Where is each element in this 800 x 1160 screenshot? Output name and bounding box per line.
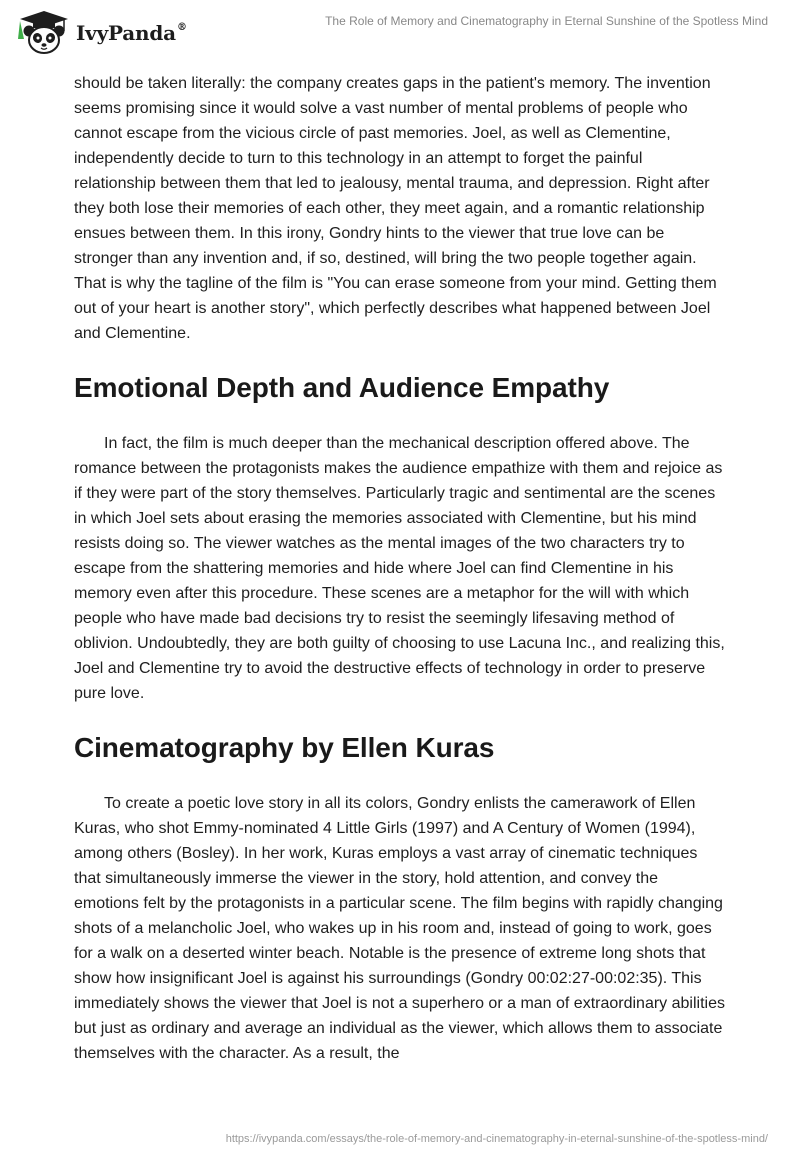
intro-paragraph: should be taken literally: the company creates gaps in the patient's memory. The invention seems promising since it would solve a vast number of mental problems of people who cannot escape from the vicious circle of past memories. Joel, as well as Clementine, independently decide to turn to this technology in an attempt to forget the painful relationship between them that led to jealousy, mental trauma, and depression. Right after they both lose their memories of each other, they meet again, and a romantic relationship ensues between them. In this irony, Gondry hints to the viewer that true love can be stronger than any invention and, if so, destined, will bring the two people together again. That is why the tagline of the film is "You can erase someone from your mind. Getting them out of your heart is another story", which perfectly describes what happened between Joel and Clementine. (74, 75, 717, 342)
section-heading-emotional-depth: Emotional Depth and Audience Empathy (74, 372, 610, 403)
page-header (0, 0, 800, 62)
ivypanda-logo[interactable] (16, 9, 196, 55)
section-paragraph-emotional-depth: In fact, the film is much deeper than the mechanical description offered above. The romance between the protagonists makes the audience empathize with them and rejoice as if they were part of the story themselves. Particularly tragic and sentimental are the scenes in which Joel sets about erasing the memories associated with Clementine, but his mind resists doing so. The viewer watches as the mental images of the two characters try to escape from the shattering memories and hide where Joel can find Clementine in his memory even after this procedure. These scenes are a metaphor for the will with which people who have made bad decisions try to resist the seemingly lifesaving method of oblivion. Undoubtedly, they are both guilty of choosing to use Lacuna Inc., and realizing this, Joel and Clementine try to avoid the destructive effects of technology in order to preserve pure love. (74, 435, 725, 702)
registered-mark: ® (176, 22, 187, 33)
document-title: The Role of Memory and Cinematography in Eternal Sunshine of the Spotless Mind (325, 14, 768, 28)
brand-name: IvyPanda® (76, 21, 187, 45)
section-paragraph-cinematography: To create a poetic love story in all its colors, Gondry enlists the camerawork of Ellen Kuras, who shot Emmy-nominated 4 Little Girls (1997) and A Century of Women (1994), among others (Bosley). In her work, Kuras employs a vast array of cinematic techniques that simultaneously immerse the viewer in the story, hold attention, and convey the emotions felt by the protagonists in a particular scene. The film begins with rapidly changing shots of a melancholic Joel, who wakes up in his room and, instead of going to work, goes for a walk on a deserted winter beach. Notable is the presence of extreme long shots that show how insignificant Joel is against his surroundings (Gondry 00:02:27-00:02:35). This immediately shows the viewer that Joel is not a superhero or a man of extraordinary abilities but just as ordinary and average an individual as the viewer, which allows them to associate themselves with the character. As a result, the (74, 795, 725, 1062)
source-url[interactable]: https://ivypanda.com/essays/the-role-of-memory-and-cinematography-in-eternal-sunshine-of-the-spotless-mind/ (225, 1133, 768, 1145)
section-heading-cinematography: Cinematography by Ellen Kuras (74, 732, 495, 763)
panda-graduate-icon (16, 9, 72, 55)
essay-body (74, 71, 726, 1066)
